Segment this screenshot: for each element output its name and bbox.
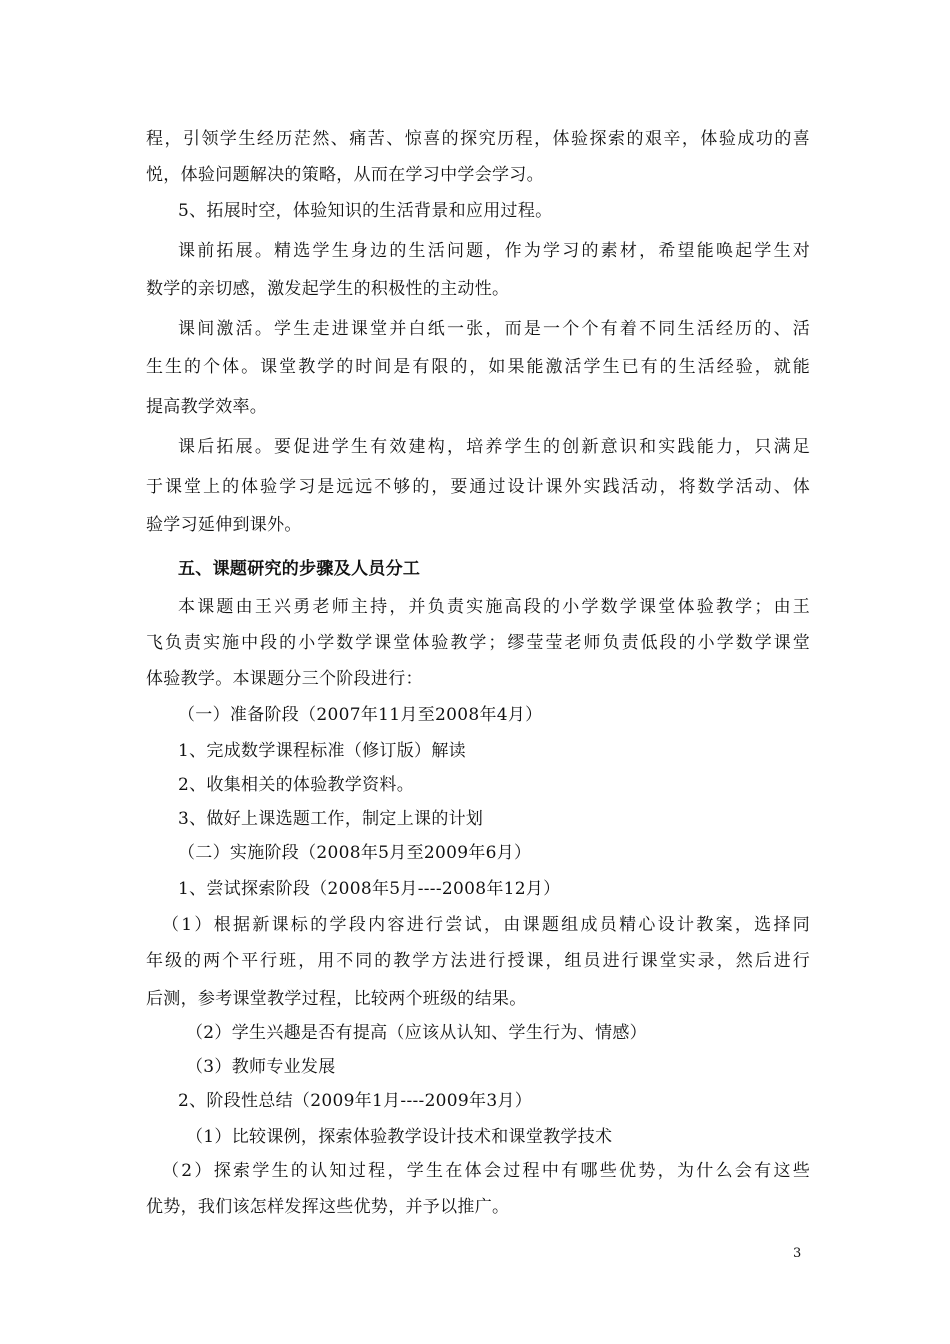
paragraph-line: 体验教学。本课题分三个阶段进行： bbox=[146, 669, 423, 689]
paragraph-line: 优势，我们该怎样发挥这些优势，并予以推广。 bbox=[146, 1197, 510, 1217]
paragraph-line: 2、阶段性总结（2009年1月----2009年3月） bbox=[178, 1091, 533, 1111]
paragraph-line: （3）教师专业发展 bbox=[186, 1057, 336, 1077]
paragraph-line: 3、做好上课选题工作，制定上课的计划 bbox=[178, 809, 484, 829]
paragraph-line: 课间激活。学生走进课堂并白纸一张，而是一个个有着不同生活经历的、活 bbox=[178, 319, 810, 339]
paragraph-line: 课后拓展。要促进学生有效建构，培养学生的创新意识和实践能力，只满足 bbox=[178, 437, 810, 457]
paragraph-line: （二）实施阶段（2008年5月至2009年6月） bbox=[178, 843, 532, 863]
paragraph-line: （1）比较课例，探索体验教学设计技术和课堂教学技术 bbox=[186, 1127, 613, 1147]
paragraph-line: 后测，参考课堂教学过程，比较两个班级的结果。 bbox=[146, 989, 527, 1009]
paragraph-line: （1）根据新课标的学段内容进行尝试，由课题组成员精心设计教案，选择同 bbox=[162, 915, 810, 935]
paragraph-line: 本课题由王兴勇老师主持，并负责实施高段的小学数学课堂体验教学；由王 bbox=[178, 597, 810, 617]
paragraph-line: 1、尝试探索阶段（2008年5月----2008年12月） bbox=[178, 879, 561, 899]
paragraph-line: 数学的亲切感，激发起学生的积极性的主动性。 bbox=[146, 279, 510, 299]
paragraph-line: 年级的两个平行班，用不同的教学方法进行授课，组员进行课堂实录，然后进行 bbox=[146, 951, 810, 971]
section-heading: 五、课题研究的步骤及人员分工 bbox=[178, 559, 421, 579]
paragraph-line: 课前拓展。精选学生身边的生活问题，作为学习的素材，希望能唤起学生对 bbox=[178, 241, 810, 261]
paragraph-line: 2、收集相关的体验教学资料。 bbox=[178, 775, 415, 795]
paragraph-line: 1、完成数学课程标准（修订版）解读 bbox=[178, 741, 466, 761]
paragraph-line: （2）学生兴趣是否有提高（应该从认知、学生行为、情感） bbox=[186, 1023, 647, 1043]
paragraph-line: 于课堂上的体验学习是远远不够的，要通过设计课外实践活动，将数学活动、体 bbox=[146, 477, 810, 497]
paragraph-line: 提高教学效率。 bbox=[146, 397, 268, 417]
paragraph-line: 生生的个体。课堂教学的时间是有限的，如果能激活学生已有的生活经验，就能 bbox=[146, 357, 810, 377]
page-number: 3 bbox=[793, 1246, 802, 1261]
paragraph-line: （一）准备阶段（2007年11月至2008年4月） bbox=[178, 705, 543, 725]
paragraph-line: 验学习延伸到课外。 bbox=[146, 515, 302, 535]
paragraph-line: （2）探索学生的认知过程，学生在体会过程中有哪些优势，为什么会有这些 bbox=[162, 1161, 810, 1181]
paragraph-line: 悦，体验问题解决的策略，从而在学习中学会学习。 bbox=[146, 165, 544, 185]
paragraph-line: 飞负责实施中段的小学数学课堂体验教学；缪莹莹老师负责低段的小学数学课堂 bbox=[146, 633, 810, 653]
paragraph-line: 5、拓展时空，体验知识的生活背景和应用过程。 bbox=[178, 201, 553, 221]
paragraph-line: 程，引领学生经历茫然、痛苦、惊喜的探究历程，体验探索的艰辛，体验成功的喜 bbox=[146, 129, 810, 149]
